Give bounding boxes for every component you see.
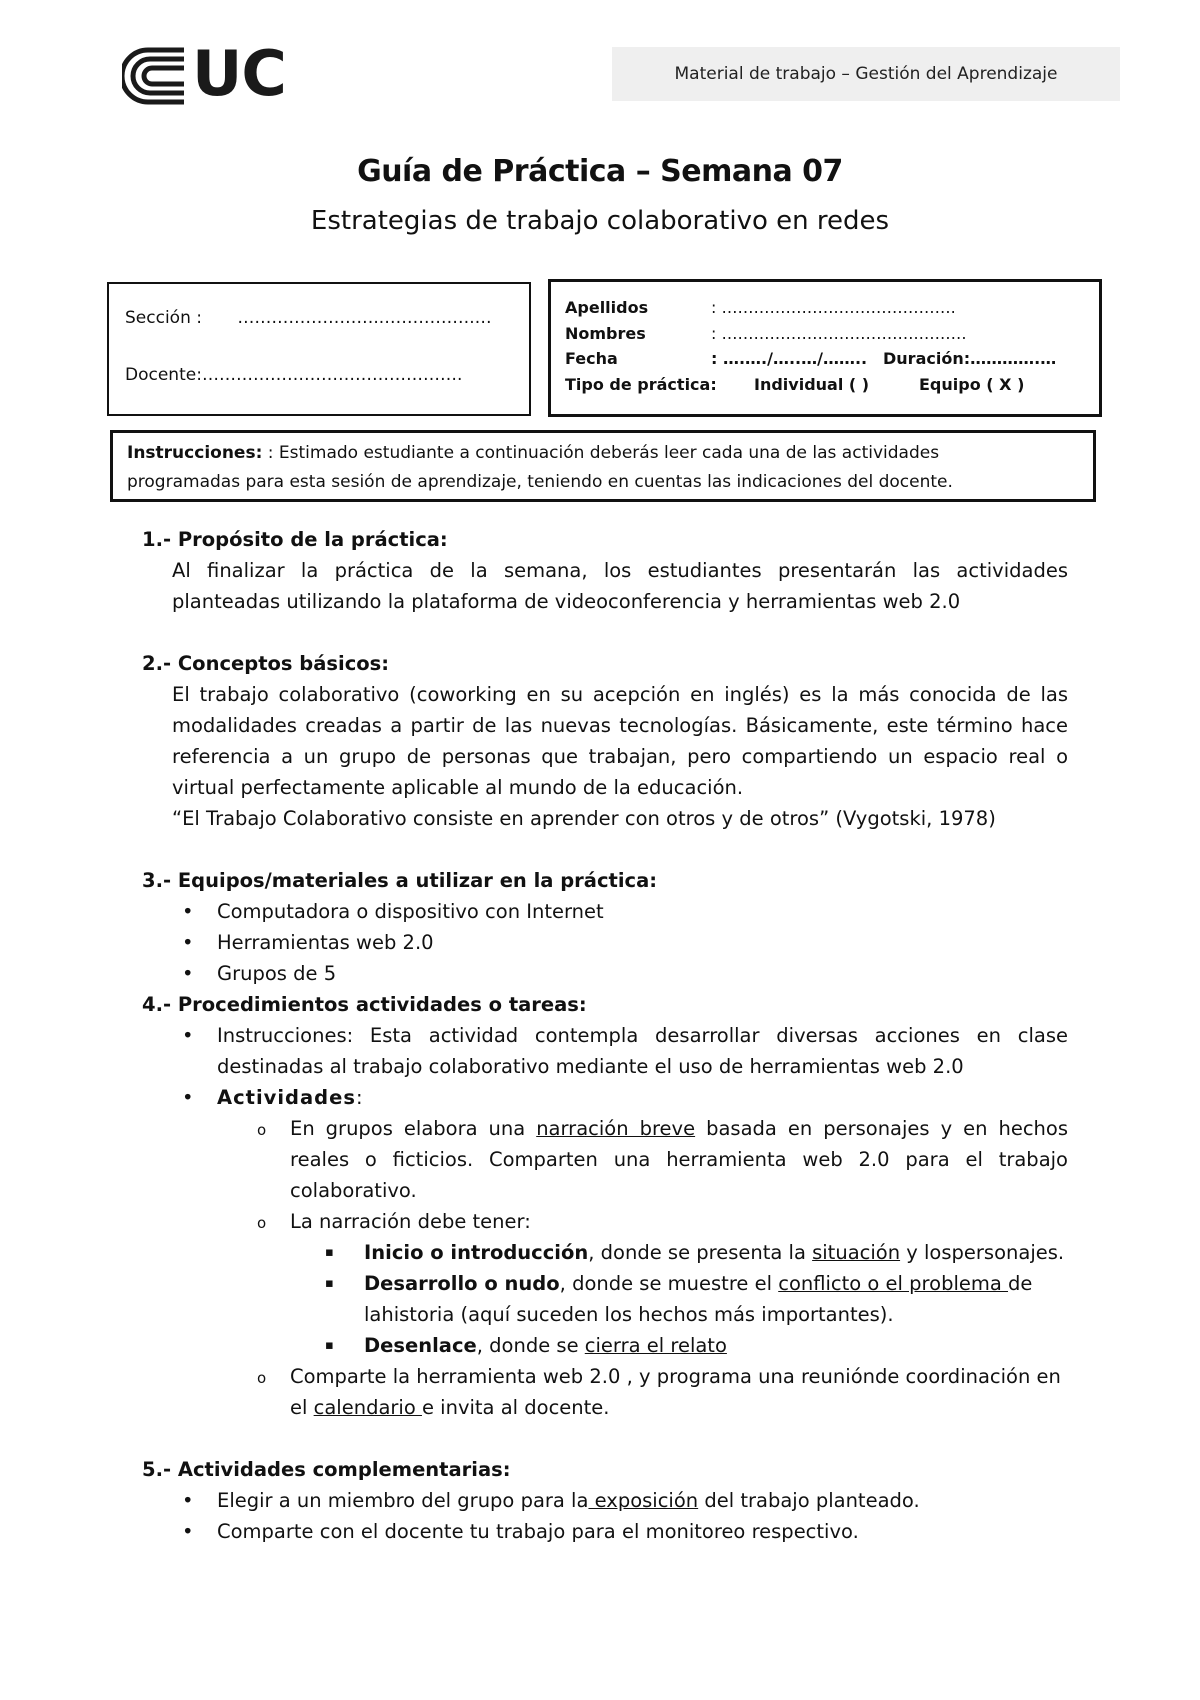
- narrative-part-3: [142, 1330, 1068, 1361]
- activity-3-text-a: Comparte la herramienta web 2.0 , y programa una reuniónde coordinación en el: [290, 1365, 1061, 1419]
- activities-item: [142, 1082, 1068, 1113]
- instructions-box: [110, 430, 1096, 502]
- item-1-underlined: exposición: [588, 1489, 699, 1512]
- complementary-item-2: • Comparte con el docente tu trabajo para el monitoreo respectivo.: [142, 1516, 1068, 1547]
- apellidos-field[interactable]: : ………………….………………….: [711, 298, 956, 317]
- part-3-title: Desenlace: [364, 1334, 477, 1357]
- uc-logo: [122, 37, 322, 110]
- activities-colon: :: [355, 1086, 363, 1109]
- instructions-line2: programadas para esta sesión de aprendizaje, teniendo en cuentas las indicaciones del docente.: [127, 472, 953, 492]
- part-2-text-a: , donde se muestre el: [559, 1272, 779, 1295]
- part-3-underlined: cierra el relato: [584, 1334, 727, 1357]
- header-label: Material de trabajo – Gestión del Aprendizaje: [612, 47, 1120, 101]
- section-2-heading: 2.- Conceptos básicos:: [142, 652, 390, 675]
- procedure-list: [142, 1020, 1068, 1423]
- part-2-text-c: de lahistoria (aquí suceden los hechos más importantes).: [364, 1272, 1033, 1326]
- page-title: Guía de Práctica – Semana 07: [357, 154, 843, 189]
- docente-field[interactable]: ……………………………………….: [201, 365, 463, 385]
- section-2-quote: “El Trabajo Colaborativo consiste en aprender con otros y de otros” (Vygotski, 1978): [172, 807, 996, 830]
- nombres-field[interactable]: : ……………………………….………: [711, 324, 967, 343]
- narrative-part-1: [142, 1237, 1068, 1268]
- tipo-label: Tipo de práctica:: [565, 375, 717, 394]
- seccion-label: Sección :: [125, 308, 202, 328]
- item-1-text-a: Elegir a un miembro del grupo para la: [217, 1489, 589, 1512]
- uc-logo-icon: [122, 44, 194, 108]
- part-1-text-a: , donde se presenta la: [588, 1241, 813, 1264]
- section-3-heading: 3.- Equipos/materiales a utilizar en la práctica:: [142, 869, 658, 892]
- section-1-text: Al finalizar la práctica de la semana, los estudiantes presentarán las actividades planteadas utilizando la plataforma de videoconferencia y herramientas web 2.0: [172, 559, 1068, 613]
- part-1-text-c: y lospersonajes.: [900, 1241, 1065, 1264]
- list-item: • Grupos de 5: [142, 958, 1068, 989]
- page-subtitle: Estrategias de trabajo colaborativo en redes: [310, 206, 890, 236]
- activity-3-underlined: calendario: [313, 1396, 422, 1419]
- duracion-field[interactable]: Duración:………….…: [883, 349, 1057, 368]
- materials-list: [142, 896, 1068, 989]
- individual-option[interactable]: Individual ( ): [754, 375, 870, 394]
- activity-1-underlined: narración breve: [536, 1117, 696, 1140]
- activity-1-text-b: basada en personajes y en hechos reales o ficticios. Comparten una herramienta web 2.0 para el trabajo colaborativo.: [290, 1117, 1068, 1202]
- instructions-line1: : Estimado estudiante a continuación deberás leer cada una de las actividades: [262, 443, 940, 463]
- complementary-list: [142, 1485, 1068, 1547]
- apellidos-label: Apellidos: [565, 298, 649, 317]
- section-teacher-box: [107, 282, 531, 416]
- activity-2: o La narración debe tener:: [142, 1206, 1068, 1237]
- section-2-text: El trabajo colaborativo (coworking en su acepción en inglés) es la más conocida de las modalidades creadas a partir de las nuevas tecnologías. Básicamente, este término hace referencia a un grupo de personas que trabajan, pero compartiendo un espacio real o virtual perfectamente aplicable al mundo de la educación.: [172, 683, 1068, 799]
- procedure-instructions: • Instrucciones: Esta actividad contempla desarrollar diversas acciones en clase destinadas al trabajo colaborativo mediante el uso de herramientas web 2.0: [142, 1020, 1068, 1082]
- item-1-text-b: del trabajo planteado.: [698, 1489, 920, 1512]
- activities-label: Actividades: [217, 1086, 356, 1109]
- section-1-heading: 1.- Propósito de la práctica:: [142, 528, 448, 551]
- equipo-option[interactable]: Equipo ( X ): [919, 375, 1025, 394]
- narrative-part-2: [142, 1268, 1068, 1330]
- part-2-underlined: conflicto o el problema: [778, 1272, 1009, 1295]
- part-1-underlined: situación: [812, 1241, 901, 1264]
- part-1-title: Inicio o introducción: [364, 1241, 589, 1264]
- seccion-field[interactable]: ……………………..…………….…: [237, 308, 492, 328]
- activity-1-text-a: En grupos elabora una: [290, 1117, 537, 1140]
- part-2-title: Desarrollo o nudo: [364, 1272, 560, 1295]
- logo-text: UC: [192, 37, 286, 110]
- complementary-item-1: [142, 1485, 1068, 1516]
- list-item: • Herramientas web 2.0: [142, 927, 1068, 958]
- main-content: [142, 524, 1068, 1547]
- list-item: • Computadora o dispositivo con Internet: [142, 896, 1068, 927]
- section-4-heading: 4.- Procedimientos actividades o tareas:: [142, 993, 587, 1016]
- student-info-box: [548, 279, 1102, 417]
- part-3-text-a: , donde se: [476, 1334, 585, 1357]
- activity-3: [142, 1361, 1068, 1423]
- fecha-field[interactable]: : ….…./…..…/……..: [711, 349, 868, 368]
- activity-3-text-b: e invita al docente.: [421, 1396, 610, 1419]
- section-5-heading: 5.- Actividades complementarias:: [142, 1458, 511, 1481]
- instructions-label: Instrucciones:: [127, 443, 263, 463]
- nombres-label: Nombres: [565, 324, 646, 343]
- docente-label: Docente:: [125, 365, 202, 385]
- activity-1: [142, 1113, 1068, 1206]
- fecha-label: Fecha: [565, 349, 618, 368]
